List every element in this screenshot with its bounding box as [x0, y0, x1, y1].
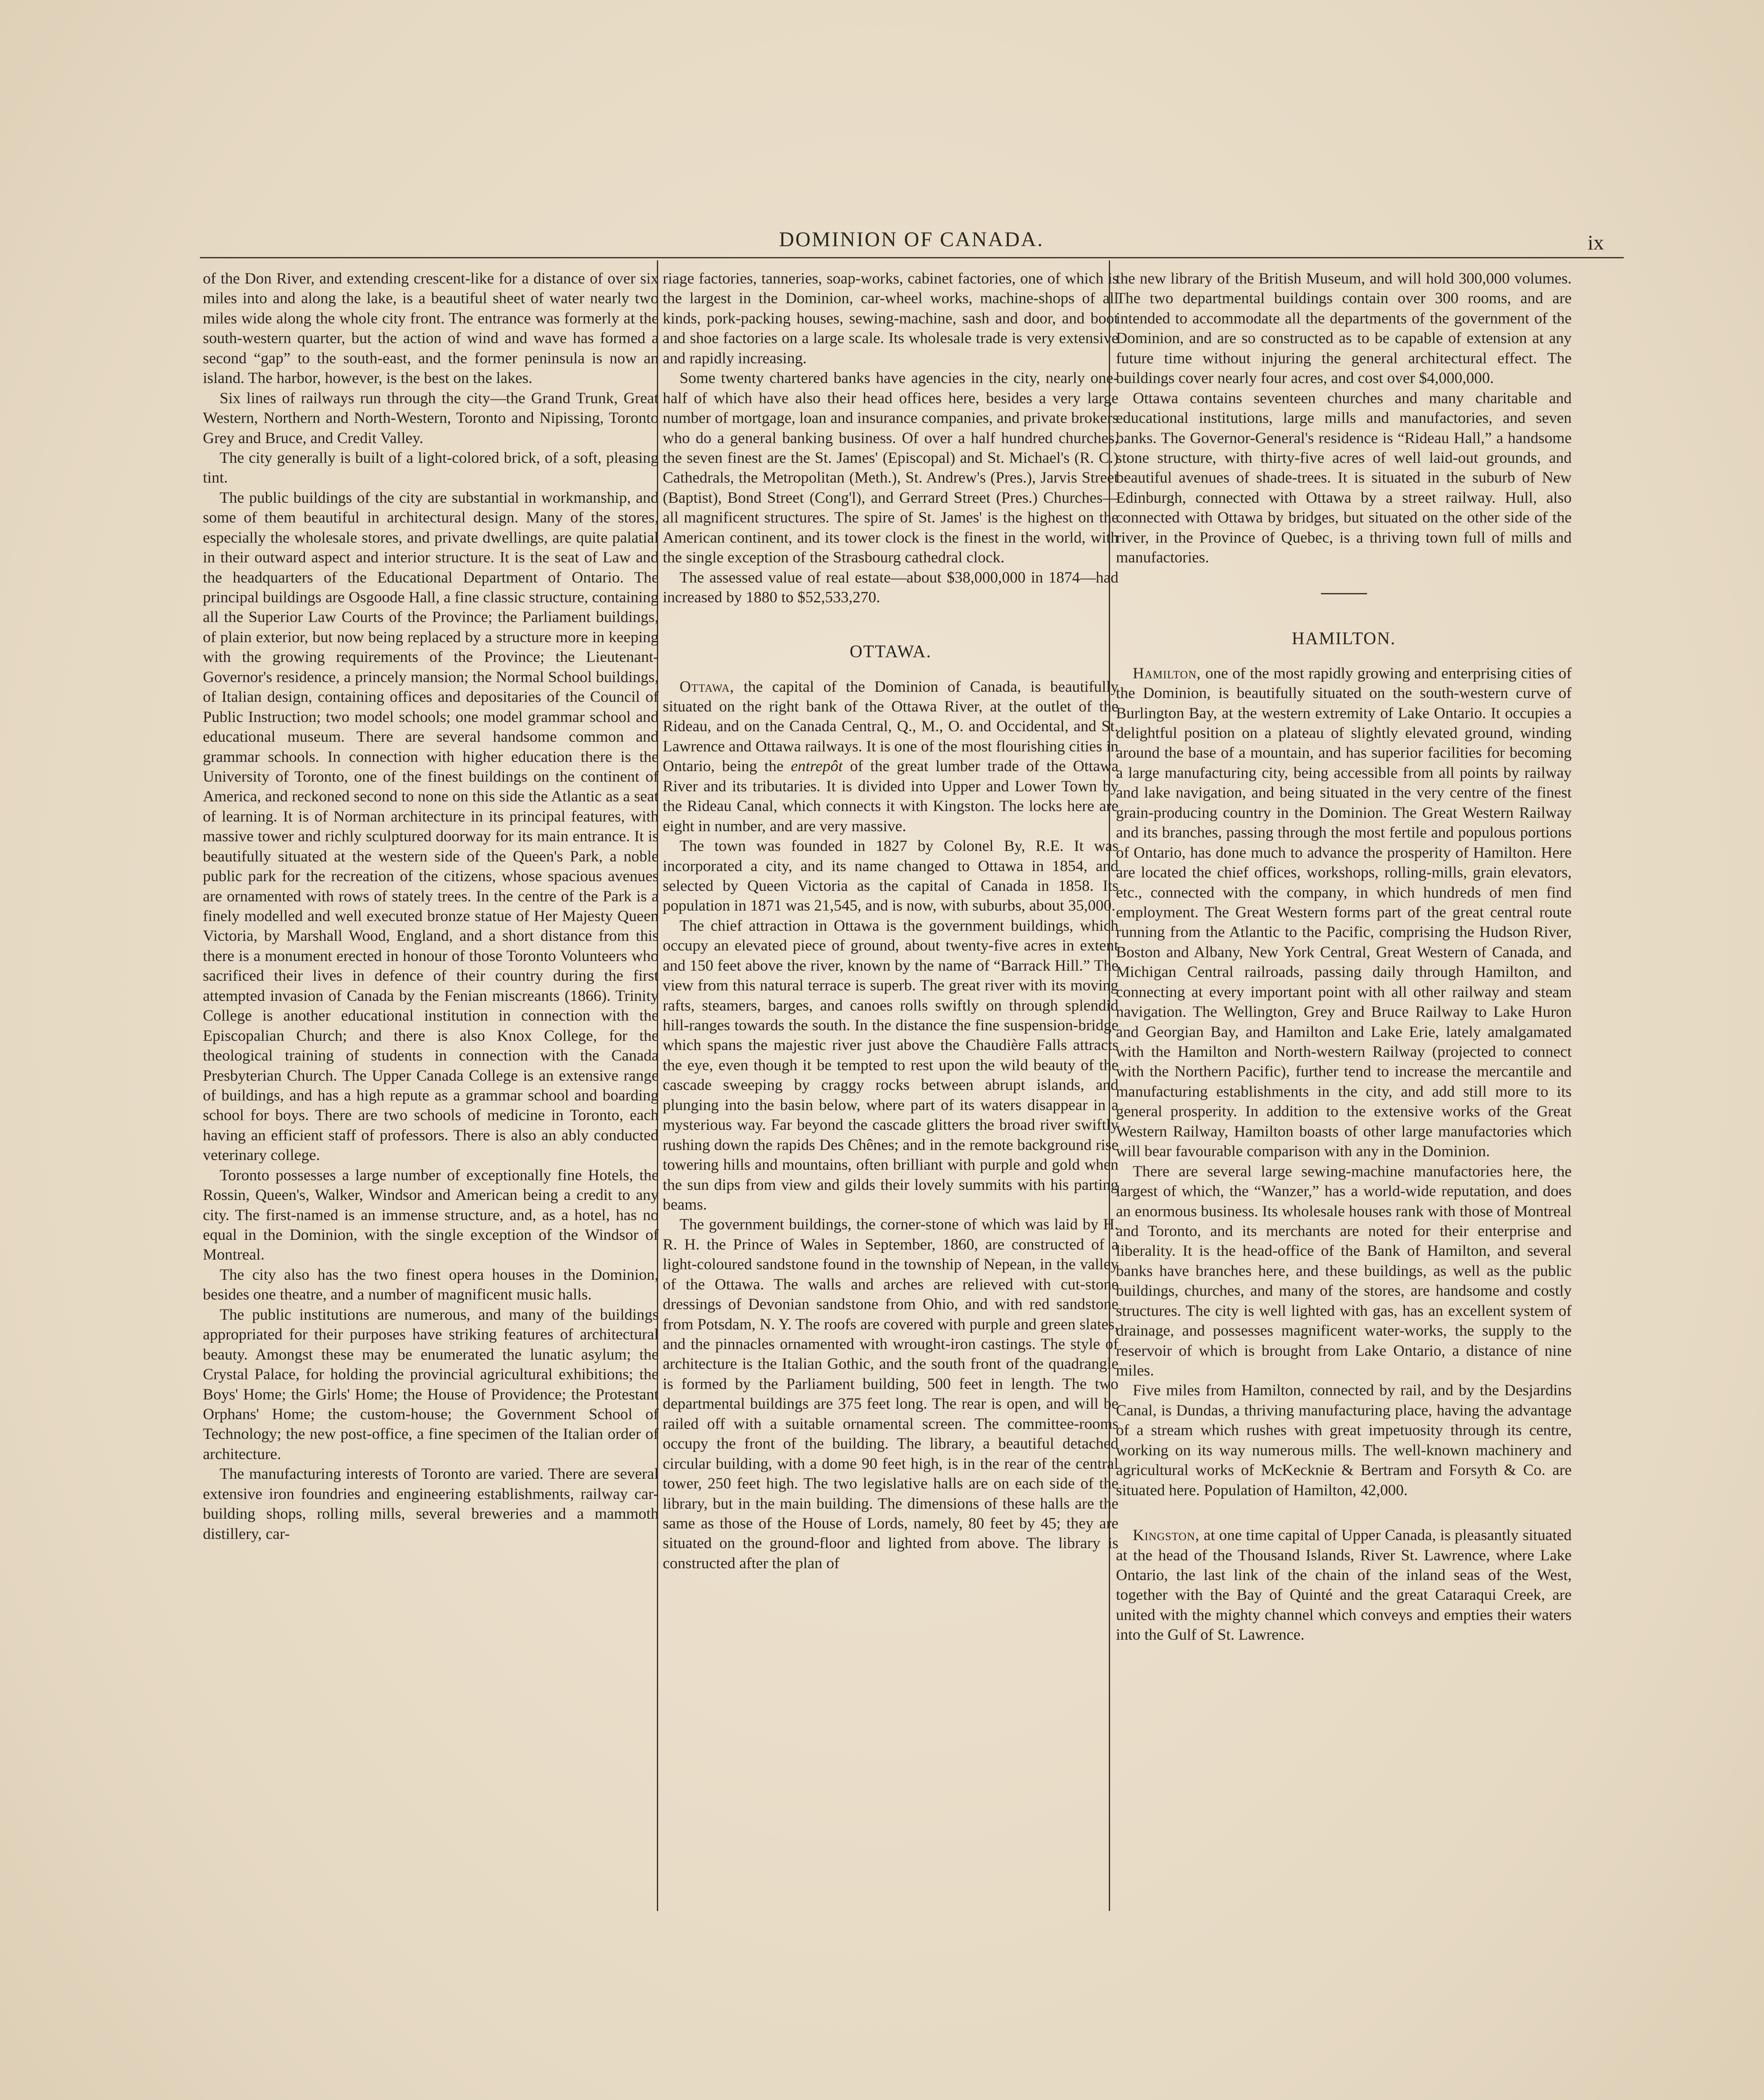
text-run: the capital of the Dominion of Canada, is beautifully situated on the right bank of the Ottawa River, at the outlet of the Rideau, and on the Canada Central, Q., M., O. and Occidental, and St. Lawrence and Ottawa railways. It is one of the most flourishing cities in Ontario, being the: [663, 678, 1119, 775]
paragraph: the new library of the British Museum, and will hold 300,000 volumes. The two departmental buildings contain over 300 rooms, and are intended to accommodate all the departments of the government of the Dominion, and are so constructed as to be capable of extension at any future time without injuring the general architectural effect. The buildings cover nearly four acres, and cost over $4,000,000.: [1116, 270, 1572, 387]
paragraph: Toronto possesses a large number of exceptionally fine Hotels, the Rossin, Queen's, Walker, Windsor and American being a credit to any city. The first-named is an immense structure, and, as a hotel, has no equal in the Dominion, with the single exception of the Windsor of Montreal.: [203, 1166, 659, 1264]
paragraph: The town was founded in 1827 by Colonel By, R.E. It was incorporated a city, and its name changed to Ottawa in 1854, and selected by Queen Victoria as the capital of Canada in 1858. Its population in 1871 was 21,545, and is now, with suburbs, about 35,000.: [663, 837, 1118, 915]
paragraph: The public buildings of the city are substantial in workmanship, and some of them beautiful in architectural design. Many of the stores, especially the wholesale stores, and private dwellings, are quite palatial in their outward aspect and interior structure. It is the seat of Law and the headquarters of the Educational Department of Ontario. The principal buildings are Osgoode Hall, a fine classic structure, containing all the Superior Law Courts of the Province; the Parliament buildings, of plain exterior, but now being replaced by a structure more in keeping with the growing requirements of the Province; the Lieutenant-Governor's residence, a princely mansion; the Normal School buildings, of Italian design, containing offices and depositaries of the Council of Public Instruction; two model schools; one model grammar school and educational museum. There are several handsome common and grammar schools. In connection with higher education there is the University of Toronto, one of the finest buildings on the continent of America, and reckoned second to none on this side the Atlantic as a seat of learning. It is of Norman architecture in its principal features, with massive tower and richly sculptured doorway for its main entrance. It is beautifully situated at the western side of the Queen's Park, a noble public park for the recreation of the citizens, whose spacious avenues are ornamented with rows of stately trees. In the centre of the Park is a finely modelled and well executed bronze statue of Her Majesty Queen Victoria, by Marshall Wood, England, and a short distance from this there is a monument erected in honour of those Toronto Volunteers who sacrificed their lives in defence of their country during the first attempted invasion of Canada by the Fenian miscreants (1866). Trinity College is another educational institution in connection with the Episcopalian Church; and there is also Knox College, for the theological training of students in connection with the Canada Presbyterian Church. The Upper Canada College is an extensive range of buildings, and has a high repute as a grammar school and boarding school for boys. There are two schools of medicine in Toronto, each having an efficient staff of professors. There is also an ably conducted veterinary college.: [203, 489, 659, 1164]
text-run: at one time capital of Upper Canada, is pleasantly situated at the head of the Thousand Islands, River St. Lawrence, where Lake Ontario, the last link of the chain of the inland seas of the West, together with the Bay of Quinté and the great Cataraqui Creek, are united with the mighty channel which conveys and empties their waters into the Gulf of St. Lawrence.: [1116, 1527, 1572, 1644]
paragraph: Six lines of railways run through the city—the Grand Trunk, Great Western, Northern and North-Western, Toronto and Nipissing, Toronto Grey and Bruce, and Credit Valley.: [203, 389, 659, 447]
paragraph: There are several large sewing-machine manufactories here, the largest of which, the “Wanzer,” has a world-wide reputation, and does an enormous business. Its wholesale houses rank with those of Montreal and Toronto, and its merchants are noted for their enterprise and liberality. It is the head-office of the Bank of Hamilton, and several banks have branches here, and these buildings, as well as the public buildings, churches, and many of the stores, are handsome and costly structures. The city is well lighted with gas, has an excellent system of drainage, and possesses magnificent water-works, the supply to the reservoir of which is brought from Lake Ontario, a distance of nine miles.: [1116, 1163, 1572, 1379]
lead-word: Ottawa,: [680, 678, 735, 696]
paragraph: riage factories, tanneries, soap-works, cabinet factories, one of which is the largest in the Dominion, car-wheel works, machine-shops of all kinds, pork-packing houses, sewing-machine, sash and door, and boot and shoe factories on a large scale. Its wholesale trade is very extensive and rapidly increasing.: [663, 270, 1118, 367]
paragraph: The manufacturing interests of Toronto are varied. There are several extensive iron foundries and engineering establishments, railway car-building shops, rolling mills, several breweries and a mammoth distillery, car-: [203, 1465, 659, 1543]
column-middle: [663, 269, 1118, 1573]
paragraph: The city also has the two finest opera houses in the Dominion, besides one theatre, and a number of magnificent music halls.: [203, 1266, 659, 1304]
paragraph: The city generally is built of a light-colored brick, of a soft, pleasing tint.: [203, 449, 659, 487]
paragraph: [663, 677, 1118, 837]
lead-word: Kingston,: [1133, 1527, 1200, 1544]
paragraph: [1116, 1525, 1572, 1645]
paragraph: The government buildings, the corner-stone of which was laid by H. R. H. the Prince of Wales in September, 1860, are constructed of a light-coloured sandstone found in the township of Nepean, in the valley of the Ottawa. The walls and arches are relieved with cut-stone dressings of Devonian sandstone from Ohio, and with red sandstone from Potsdam, N. Y. The roofs are covered with purple and green slates, and the pinnacles ornamented with wrought-iron castings. The style of architecture is the Italian Gothic, and the south front of the quadrangle is formed by the Parliament building, 500 feet in length. The two departmental buildings are 375 feet long. The rear is open, and will be railed off with a suitable ornamental screen. The committee-rooms occupy the front of the building. The library, a beautiful detached circular building, with a dome 90 feet high, is in the rear of the central tower, 250 feet high. The two legislative halls are on each side of the library, but in the main building. The dimensions of these halls are the same as those of the House of Lords, namely, 80 feet by 45; they are situated on the ground-floor and lighted from above. The library is constructed after the plan of: [663, 1216, 1118, 1572]
paragraph: [1116, 664, 1572, 1162]
paragraph: The assessed value of real estate—about $38,000,000 in 1874—had increased by 1880 to $52,533,270.: [663, 569, 1118, 606]
text-run: of the great lumber trade of the Ottawa River and its tributaries. It is divided into Upper and Lower Town by the Rideau Canal, which connects it with Kingston. The locks here are eight in number, and are very massive.: [663, 758, 1119, 835]
section-heading-hamilton: HAMILTON.: [1292, 629, 1396, 648]
column-left: [203, 269, 659, 1544]
italic-term: entrepôt: [790, 758, 843, 775]
page-number: ix: [1588, 231, 1604, 254]
section-heading-ottawa: OTTAWA.: [849, 642, 932, 662]
paragraph: The public institutions are numerous, and many of the buildings appropriated for their purposes have striking features of architectural beauty. Amongst these may be enumerated the lunatic asylum; the Crystal Palace, for holding the provincial agricultural exhibitions; the Boys' Home; the Girls' Home; the House of Providence; the Protestant Orphans' Home; the custom-house; the Government School of Technology; the new post-office, a fine specimen of the Italian order of architecture.: [203, 1306, 659, 1463]
paragraph: Ottawa contains seventeen churches and many charitable and educational institutions, large mills and manufactories, and seven banks. The Governor-General's residence is “Rideau Hall,” a handsome stone structure, with thirty-five acres of well laid-out grounds, and beautiful avenues of shade-trees. It is situated in the suburb of New Edinburgh, connected with Ottawa by a street railway. Hull, also connected with Ottawa by bridges, but situated on the other side of the river, in the Province of Quebec, is a thriving town full of mills and manufactories.: [1116, 389, 1572, 567]
header-rule: [200, 257, 1624, 258]
running-head: DOMINION OF CANADA.: [779, 227, 1044, 251]
text-run: one of the most rapidly growing and enterprising cities of the Dominion, is beautifully situated on the south-western curve of Burlington Bay, at the western extremity of Lake Ontario. It occupies a delightful position on a plateau of slightly elevated ground, winding around the base of a mountain, and has superior facilities for becoming a large manufacturing city, being accessible from all points by railway and lake navigation, and being situated in the very centre of the finest grain-producing country in the Dominion. The Great Western Railway and its branches, passing through the most fertile and populous portions of Ontario, has done much to advance the prosperity of Hamilton. Here are located the chief offices, workshops, rolling-mills, grain elevators, etc., connected with the company, in which hundreds of men find employment. The Great Western forms part of the great central route running from the Atlantic to the Pacific, comprising the Hudson River, Boston and Albany, New York Central, Great Western of Canada, and Michigan Central railroads, passing daily through Hamilton, and connecting at every important point with all other railway and steam navigation. The Wellington, Grey and Bruce Railway to Lake Huron and Georgian Bay, and Hamilton and Lake Erie, lately amalgamated with the Hamilton and North-western Railway (projected to connect with the Northern Pacific), further tend to increase the mercantile and manufacturing establishments in the city, and add still more to its general prosperity. In addition to the extensive works of the Great Western Railway, Hamilton boasts of other large manufactories which will bear favourable comparison with any in the Dominion.: [1116, 664, 1572, 1160]
paragraph: of the Don River, and extending crescent-like for a distance of over six miles into and along the lake, is a beautiful sheet of water nearly two miles wide along the whole city front. The entrance was formerly at the south-western quarter, but the action of wind and wave has formed a second “gap” to the south-east, and the former peninsula is now an island. The harbor, however, is the best on the lakes.: [203, 270, 659, 387]
section-divider: [1321, 593, 1367, 594]
paragraph: Five miles from Hamilton, connected by rail, and by the Desjardins Canal, is Dundas, a thriving manufacturing place, having the advantage of a stream which rushes with great impetuosity through its centre, working on its way numerous mills. The well-known machinery and agricultural works of McKecknie & Bertram and Forsyth & Co. are situated here. Population of Hamilton, 42,000.: [1116, 1382, 1572, 1499]
column-right: [1116, 269, 1572, 1645]
paragraph: Some twenty chartered banks have agencies in the city, nearly one-half of which have also their head offices here, besides a very large number of mortgage, loan and insurance companies, and private brokers who do a general banking business. Of over a half hundred churches, the seven finest are the St. James' (Episcopal) and St. Michael's (R. C.) Cathedrals, the Metropolitan (Meth.), St. Andrew's (Pres.), Jarvis Street (Baptist), Bond Street (Cong'l), and Gerrard Street (Pres.) Churches—all magnificent structures. The spire of St. James' is the highest on the American continent, and its tower clock is the finest in the world, with the single exception of the Strasbourg cathedral clock.: [663, 370, 1118, 567]
lead-word: Hamilton,: [1133, 664, 1201, 682]
paragraph: The chief attraction in Ottawa is the government buildings, which occupy an elevated piece of ground, about twenty-five acres in extent and 150 feet above the river, known by the name of “Barrack Hill.” The view from this natural terrace is superb. The great river with its moving rafts, steamers, barges, and canoes rolls swiftly on through splendid hill-ranges towards the south. In the distance the fine suspension-bridge which spans the majestic river just above the Chaudière Falls attracts the eye, even though it be tempted to rest upon the wild beauty of the cascade sweeping by craggy rocks between abrupt islands, and plunging into the basin below, where part of its waters disappear in a mysterious way. Far beyond the cascade glitters the broad river swiftly rushing down the rapids Des Chênes; and in the remote background rise towering hills and mountains, often brilliant with purple and gold when the sun dips from view and gilds their lovely summits with his parting beams.: [663, 917, 1118, 1213]
